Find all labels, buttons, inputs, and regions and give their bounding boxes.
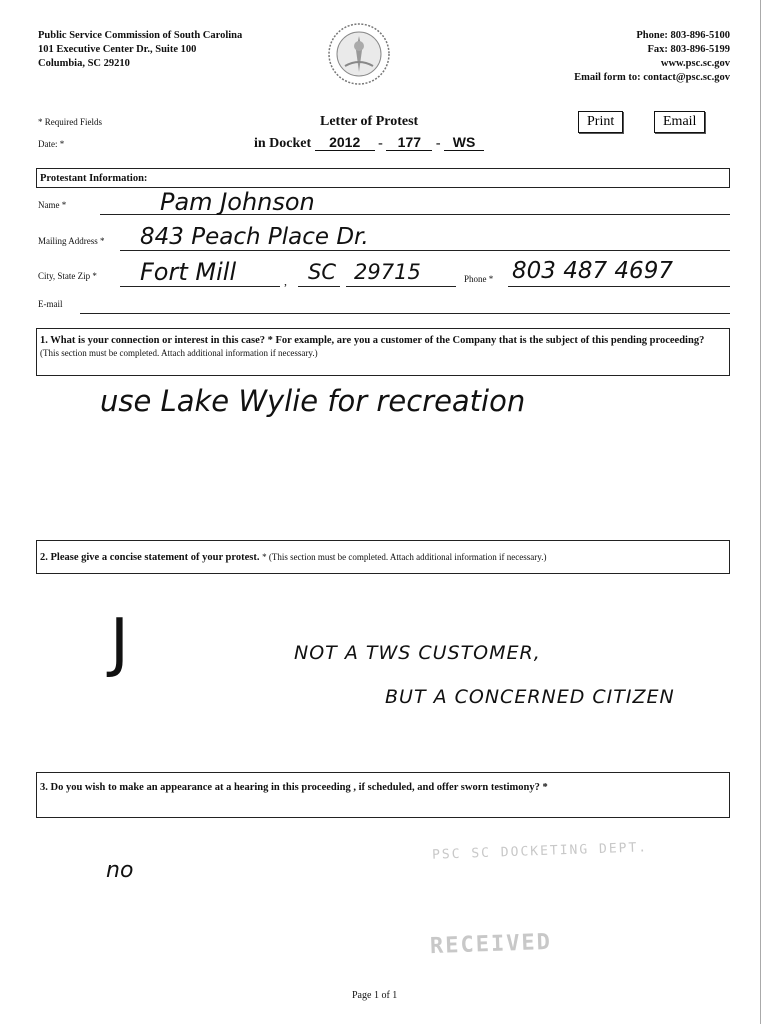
page-number: Page 1 of 1: [352, 990, 398, 1001]
org-street: 101 Executive Center Dr., Suite 100: [38, 44, 197, 55]
question-1-text: 1. What is your connection or interest in this case? * For example, are you a customer of the Company that is the subject of this pending proceeding?: [40, 335, 705, 346]
question-1-answer[interactable]: use Lake Wylie for recreation: [100, 384, 526, 418]
org-city: Columbia, SC 29210: [38, 58, 130, 69]
question-1: [40, 334, 723, 360]
name-field[interactable]: Pam Johnson: [160, 188, 315, 216]
email-instruction: Email form to: contact@psc.sc.gov: [574, 72, 730, 83]
commission-contact: [574, 29, 730, 85]
org-name: Public Service Commission of South Carolina: [38, 30, 243, 41]
zip-field[interactable]: 29715: [354, 260, 421, 284]
docket-type[interactable]: WS: [444, 134, 484, 151]
question-3-box: [36, 772, 730, 818]
address-label: Mailing Address *: [38, 236, 105, 246]
name-label: Name *: [38, 200, 67, 210]
question-1-box: [36, 328, 730, 376]
question-2-initial[interactable]: J: [110, 606, 129, 680]
website: www.psc.sc.gov: [660, 58, 730, 69]
email-field-label: E-mail: [38, 299, 63, 309]
docket-number[interactable]: 177: [386, 134, 432, 151]
phone-line: [508, 286, 730, 287]
state-field[interactable]: SC: [308, 260, 336, 284]
fax-number: Fax: 803-896-5199: [647, 44, 730, 55]
received-stamp-top: PSC SC DOCKETING DEPT.: [431, 840, 649, 863]
question-2-box: [36, 540, 730, 574]
question-2-text: 2. Please give a concise statement of your protest.: [40, 552, 260, 563]
protestant-info-label: Protestant Information:: [40, 173, 148, 184]
address-line: [120, 250, 730, 251]
phone-label: Phone *: [464, 274, 494, 284]
scan-edge-line: [760, 0, 761, 1024]
city-state-zip-label: City, State Zip *: [38, 271, 97, 281]
required-fields-note: * Required Fields: [38, 117, 102, 127]
email-line: [80, 313, 730, 314]
address-field[interactable]: 843 Peach Place Dr.: [140, 224, 369, 250]
docket-line: in Docket 2012 - 177 - WS: [254, 134, 484, 152]
print-button[interactable]: Print: [578, 111, 623, 133]
docket-year[interactable]: 2012: [315, 134, 375, 151]
received-stamp-bottom: RECEIVED: [429, 929, 553, 960]
phone-field[interactable]: 803 487 4697: [512, 258, 673, 284]
state-line: [298, 286, 340, 287]
zip-line: [346, 286, 456, 287]
date-label: Date: *: [38, 139, 65, 149]
question-2-note: * (This section must be completed. Attach additional information if necessary.): [262, 552, 547, 562]
protestant-info-header: [36, 168, 730, 188]
state-seal-icon: [327, 22, 391, 86]
question-3-answer[interactable]: no: [106, 858, 134, 883]
docket-prefix: in Docket: [254, 136, 312, 151]
commission-address: [38, 29, 242, 71]
email-button[interactable]: Email: [654, 111, 705, 133]
question-1-note: (This section must be completed. Attach additional information if necessary.): [40, 348, 318, 358]
comma-separator: ,: [284, 274, 287, 288]
question-2-answer-line-2[interactable]: BUT A CONCERNED CITIZEN: [385, 686, 675, 708]
phone-number: Phone: 803-896-5100: [636, 30, 730, 41]
question-2: [40, 551, 723, 564]
city-line: [120, 286, 280, 287]
form-title: Letter of Protest: [320, 114, 419, 129]
question-3-text: 3. Do you wish to make an appearance at a hearing in this proceeding , if scheduled, and offer sworn testimony? *: [40, 782, 548, 793]
city-field[interactable]: Fort Mill: [140, 258, 237, 286]
question-2-answer-line-1[interactable]: NOT A TWS CUSTOMER,: [294, 642, 541, 664]
